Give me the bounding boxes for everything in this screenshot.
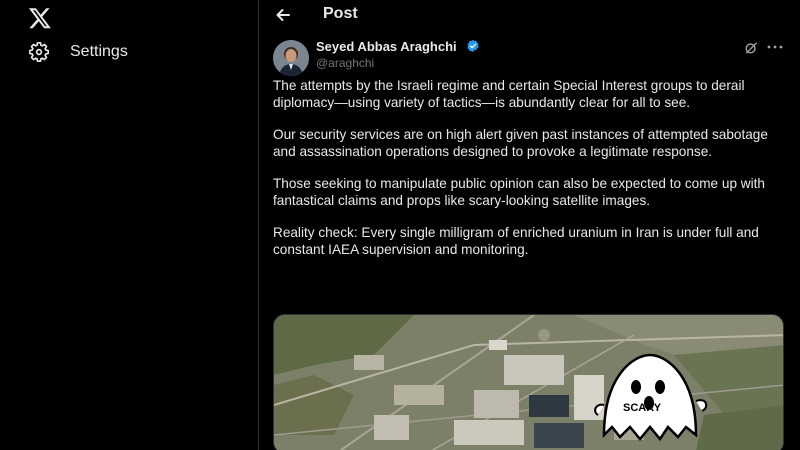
satellite-image <box>274 315 784 450</box>
verified-badge-icon <box>466 39 480 53</box>
sidebar-item-label: Settings <box>70 43 128 60</box>
arrow-left-icon[interactable] <box>273 5 293 25</box>
post-header <box>259 0 800 30</box>
author-handle[interactable]: @araghchi <box>316 56 375 70</box>
post-text <box>273 78 788 274</box>
post-paragraph: Reality check: Every single milligram of enriched uranium in Iran is under full and constant IAEA supervision and monitoring. <box>273 225 759 257</box>
sidebar-item-settings[interactable] <box>28 40 128 64</box>
avatar[interactable] <box>273 40 309 76</box>
grok-icon[interactable] <box>744 41 758 55</box>
ghost-label: SCARY <box>623 402 662 414</box>
post-paragraph: The attempts by the Israeli regime and certain Special Interest groups to derail diplomacy—using variety of tactics—is abundantly clear for all to see. <box>273 78 745 110</box>
sidebar <box>0 0 258 450</box>
more-options-icon[interactable] <box>766 40 784 54</box>
post-paragraph: Our security services are on high alert given past instances of attempted sabotage and assassination operations designed to provoke a legitimate response. <box>273 127 768 159</box>
page-title: Post <box>323 5 358 22</box>
post-paragraph: Those seeking to manipulate public opinion can also be expected to come up with fantastical claims and props like scary-looking satellite images. <box>273 176 765 208</box>
gear-icon <box>28 41 50 63</box>
post-media-image[interactable] <box>273 314 784 450</box>
x-logo-icon[interactable] <box>28 6 52 30</box>
main-column <box>259 0 800 450</box>
author-name[interactable]: Seyed Abbas Araghchi <box>316 39 457 54</box>
